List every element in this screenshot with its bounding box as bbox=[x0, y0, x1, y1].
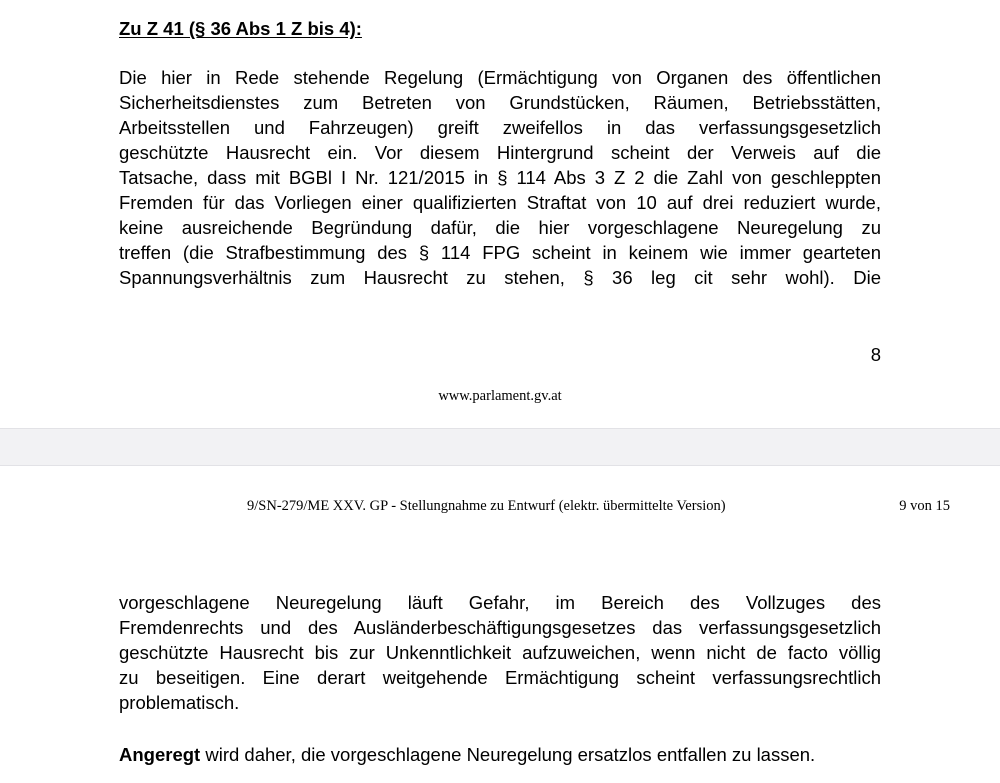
paragraph-line: geschützte Hausrecht bis zur Unkenntlichkeit aufzuweichen, wenn nicht de facto völlig bbox=[119, 642, 881, 663]
paragraph-line: Spannungsverhältnis zum Hausrecht zu stehen, § 36 leg cit sehr wohl). Die bbox=[119, 267, 881, 288]
page-9 bbox=[0, 466, 1000, 783]
emphasis-text: Angeregt bbox=[119, 744, 201, 765]
paragraph-line: problematisch. bbox=[119, 692, 240, 713]
paragraph-line: Arbeitsstellen und Fahrzeugen) greift zweifellos in das verfassungsgesetzlich bbox=[119, 117, 881, 138]
closing-paragraph bbox=[119, 742, 881, 767]
paragraph-line: zu beseitigen. Eine derart weitgehende Ermächtigung scheint verfassungsrechtlich bbox=[119, 667, 881, 688]
page-header-page-count: 9 von 15 bbox=[899, 498, 950, 514]
paragraph-line: vorgeschlagene Neuregelung läuft Gefahr, im Bereich des Vollzuges des bbox=[119, 592, 881, 613]
paragraph-line: geschützte Hausrecht ein. Vor diesem Hintergrund scheint der Verweis auf die bbox=[119, 142, 881, 163]
page-number: 8 bbox=[870, 344, 881, 365]
paragraph-line: Die hier in Rede stehende Regelung (Ermächtigung von Organen des öffentlichen bbox=[119, 67, 881, 88]
paragraph-line: treffen (die Strafbestimmung des § 114 FPG scheint in keinem wie immer gearteten bbox=[119, 242, 881, 263]
body-paragraph bbox=[119, 590, 881, 715]
paragraph-line: Sicherheitsdienstes zum Betreten von Grundstücken, Räumen, Betriebsstätten, bbox=[119, 92, 881, 113]
body-paragraph bbox=[119, 65, 881, 290]
footer-url: www.parlament.gv.at bbox=[438, 388, 562, 404]
paragraph-line: Fremden für das Vorliegen einer qualifizierten Straftat von 10 auf drei reduziert wurde, bbox=[119, 192, 881, 213]
paragraph-line: Fremdenrechts und des Ausländerbeschäftigungsgesetzes das verfassungsgesetzlich bbox=[119, 617, 881, 638]
paragraph-line: Tatsache, dass mit BGBl I Nr. 121/2015 in § 114 Abs 3 Z 2 die Zahl von geschleppten bbox=[119, 167, 881, 188]
section-heading: Zu Z 41 (§ 36 Abs 1 Z bis 4): bbox=[119, 18, 362, 39]
paragraph-line: keine ausreichende Begründung dafür, die hier vorgeschlagene Neuregelung zu bbox=[119, 217, 881, 238]
page-separator bbox=[0, 428, 1000, 466]
page-header-document-id: 9/SN-279/ME XXV. GP - Stellungnahme zu Entwurf (elektr. übermittelte Version) bbox=[247, 498, 726, 514]
closing-text: wird daher, die vorgeschlagene Neuregelung ersatzlos entfallen zu lassen. bbox=[200, 744, 816, 765]
paragraph-line bbox=[119, 742, 881, 767]
